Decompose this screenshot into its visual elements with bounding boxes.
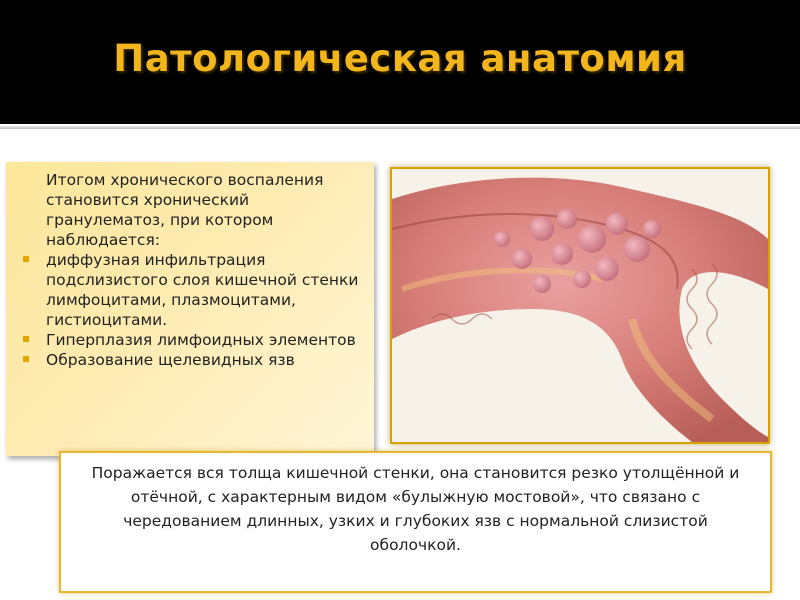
bullet-list: [20, 250, 372, 370]
list-item-text: диффузная инфильтрация подслизистого слоя кишечной стенки лимфоцитами, плазмоцитами, гистиоцитами.: [46, 251, 359, 329]
bullet-square-icon: [23, 356, 29, 362]
bullet-square-icon: [23, 256, 29, 262]
list-item: [20, 330, 372, 350]
list-item-text: Образование щелевидных язв: [46, 351, 295, 369]
intro-text: Итогом хронического воспаления становится хронический гранулематоз, при котором наблюдается:: [46, 171, 324, 249]
header-divider: [0, 126, 800, 129]
text-box: [6, 162, 374, 456]
header-bar: [0, 0, 800, 124]
list-item: [20, 350, 372, 370]
slide-title: Патологическая анатомия: [113, 36, 687, 80]
bullet-square-icon: [23, 336, 29, 342]
summary-text: Поражается вся толща кишечной стенки, она становится резко утолщённой и отёчной, с характерным видом «булыжную мостовой», что связано с чередованием длинных, узких и глубоких язв с нормальной слизистой оболочкой.: [91, 464, 740, 554]
summary-box: [59, 451, 772, 593]
specimen-photo: [390, 167, 770, 444]
list-item: [20, 250, 372, 330]
intestine-specimen-image: [392, 169, 768, 442]
list-item-text: Гиперплазия лимфоидных элементов: [46, 331, 356, 349]
